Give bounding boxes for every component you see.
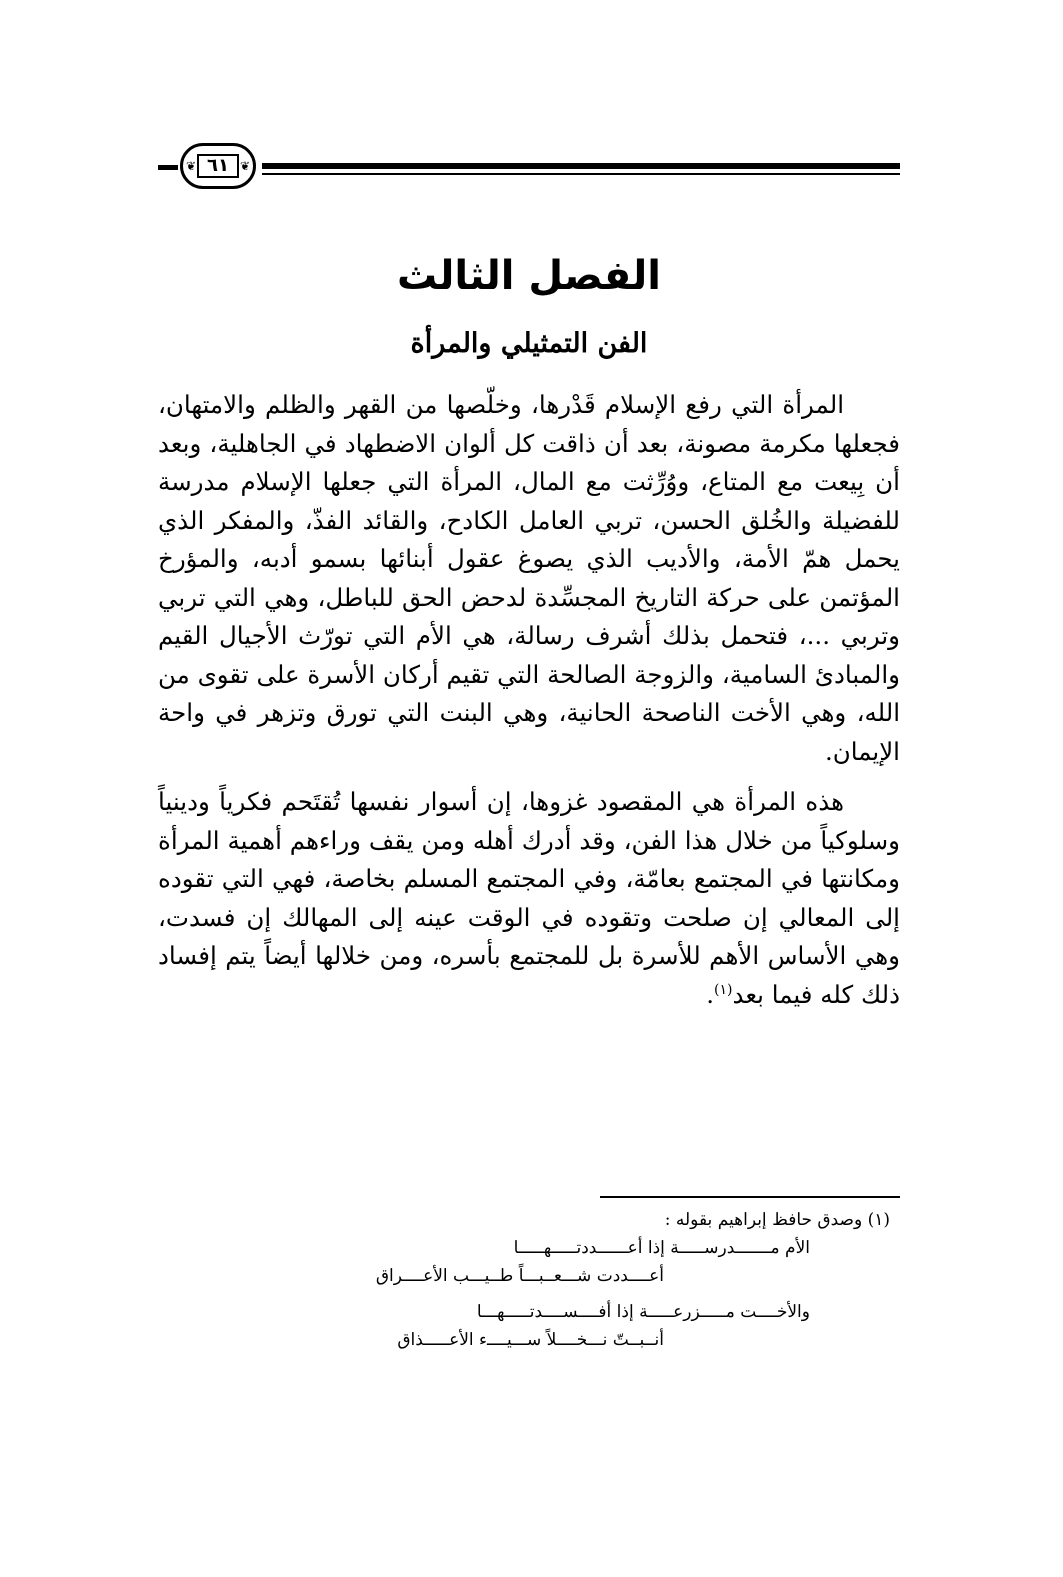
paragraph-text: هذه المرأة هي المقصود غزوها، إن أسوار نفسها تُقتَحم فكرياً ودينياً وسلوكياً من خلال هذا الفن، وقد أدرك أهله ومن يقف وراءهم أهمية المرأة ومكانتها في المجتمع بعامّة، وفي المجتمع المسلم بخاصة، فهي التي تقوده إلى المعالي إن صلحت وتقوده في الوقت عينه إلى المهالك إن فسدت، وهي الأساس الأهم للأسرة بل للمجتمع بأسره، ومن خلالها أيضاً يتم إفساد ذلك كله فيما بعد: [158, 787, 900, 1009]
verse-hemistich-first: والأخــــت مـــــزرعـــــة إذا أفــــســــدتـــــهـــا: [476, 1302, 810, 1322]
verse-hemistich-second: أنــبــتّ نـــخــــلاً ســـيــــء الأعـــــذاق: [397, 1330, 664, 1350]
verse-hemistich-second: أعــــددت شـــعــبـــاً طــيـــب الأعــــراق: [375, 1266, 664, 1286]
paragraph-end: .: [706, 979, 714, 1009]
page-number: ٦١: [197, 154, 239, 178]
footnote-intro: (١) وصدق حافظ إبراهيم بقوله :: [664, 1210, 890, 1230]
footnote-separator: [600, 1196, 900, 1198]
verse-line: [158, 1262, 900, 1290]
header-rule-thin: [262, 173, 900, 175]
page-header: [158, 140, 900, 200]
paragraph: [158, 783, 900, 1014]
leaf-ornament-icon: ❦: [239, 159, 250, 173]
header-rule-left: [158, 165, 178, 170]
verse-line: [158, 1298, 900, 1326]
page-number-badge: [180, 143, 256, 189]
chapter-title: الفصل الثالث: [396, 253, 661, 299]
verse-hemistich-first: الأم مـــــــدرســـــة إذا أعــــــددتـــــهـــــا: [513, 1238, 810, 1258]
section-title: الفن التمثيلي والمرأة: [410, 328, 648, 359]
footnote-reference[interactable]: (١): [714, 981, 733, 998]
header-rule-thick: [262, 163, 900, 169]
paragraph: المرأة التي رفع الإسلام قَدْرها، وخلّصها من القهر والظلم والامتهان، فجعلها مكرمة مصونة، بعد أن ذاقت كل ألوان الاضطهاد في الجاهلية، وبعد أن بِيعت مع المتاع، ووُرِّثت مع المال، المرأة التي جعلها الإسلام مدرسة للفضيلة والخُلق الحسن، تربي العامل الكادح، والقائد الفذّ، والمفكر الذي يحمل همّ الأمة، والأديب الذي يصوغ عقول أبنائها بسمو أدبه، والمؤرخ المؤتمن على حركة التاريخ المجسِّدة لدحض الحق للباطل، وهي التي تربي وتربي ...، فتحمل بذلك أشرف رسالة، هي الأم التي تورّث الأجيال القيم والمبادئ السامية، والزوجة الصالحة التي تقيم أركان الأسرة على تقوى من الله، وهي الأخت الناصحة الحانية، وهي البنت التي تورق وتزهر في واحة الإيمان.: [158, 390, 900, 766]
footnote: [158, 1206, 900, 1354]
verse-line: [158, 1234, 900, 1262]
body-text: [158, 386, 900, 1014]
verse-line: [158, 1326, 900, 1354]
leaf-ornament-icon: ❦: [186, 159, 197, 173]
